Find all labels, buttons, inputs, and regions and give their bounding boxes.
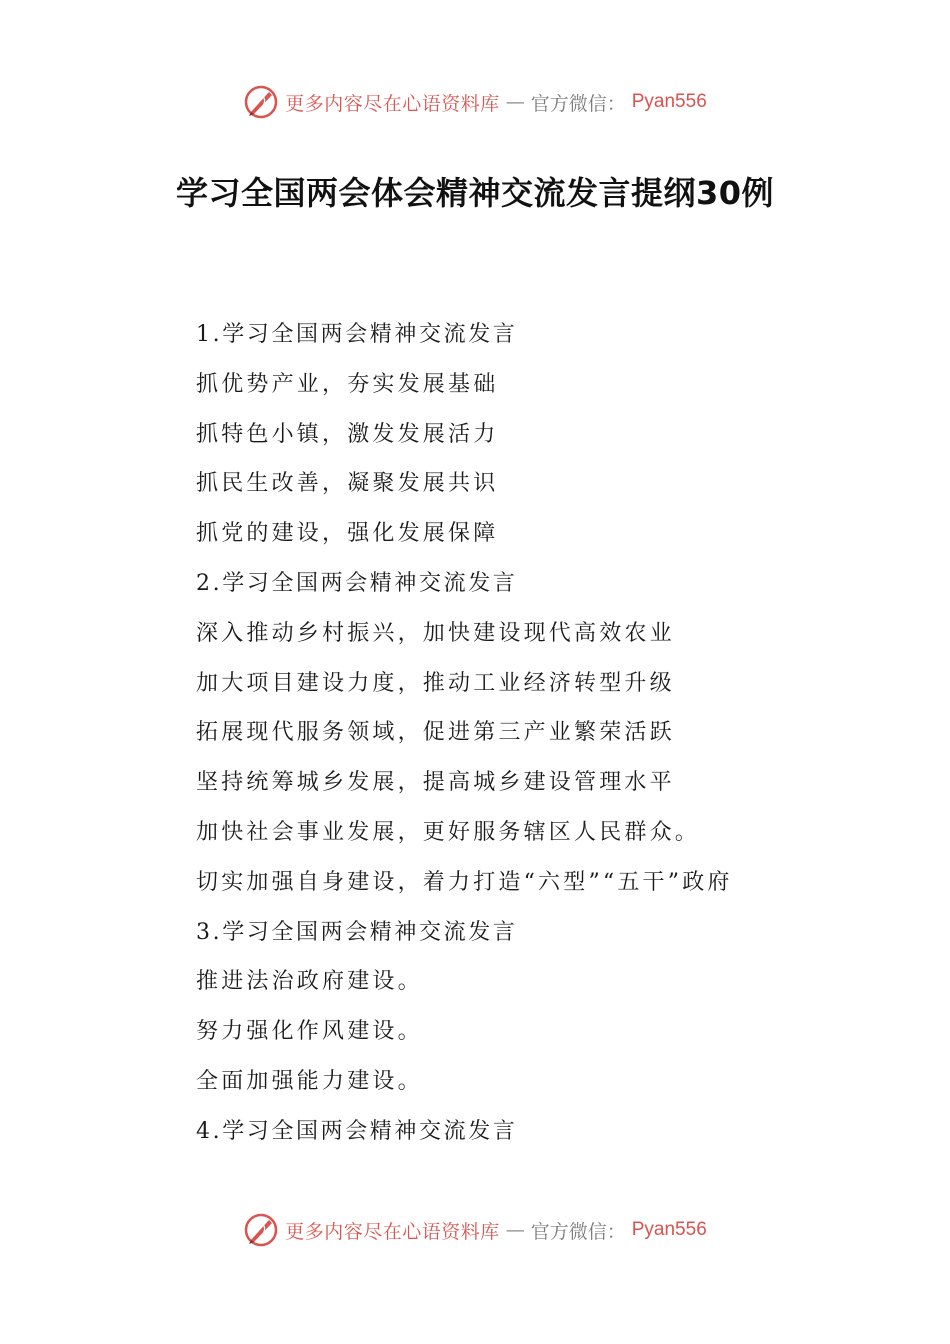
footer-banner bbox=[0, 1208, 950, 1252]
text-line: 全面加强能力建设。 bbox=[196, 1068, 423, 1094]
quill-pen-logo-icon bbox=[243, 1212, 279, 1248]
text-line: 抓党的建设，强化发展保障 bbox=[196, 521, 499, 547]
text-line: 抓特色小镇，激发发展活力 bbox=[196, 421, 499, 447]
section-heading-4: 4.学习全国两会精神交流发言 bbox=[196, 1118, 518, 1144]
section-heading-3: 3.学习全国两会精神交流发言 bbox=[196, 919, 518, 945]
text-line: 拓展现代服务领域，促进第三产业繁荣活跃 bbox=[196, 720, 675, 746]
text-line: 推进法治政府建设。 bbox=[196, 969, 423, 995]
text-line: 切实加强自身建设，着力打造“六型”“五干”政府 bbox=[196, 869, 733, 895]
text-line: 加快社会事业发展，更好服务辖区人民群众。 bbox=[196, 819, 701, 845]
text-line: 坚持统筹城乡发展，提高城乡建设管理水平 bbox=[196, 770, 675, 796]
document-body bbox=[196, 310, 836, 1157]
header-banner bbox=[0, 80, 950, 124]
text-line: 抓优势产业，夯实发展基础 bbox=[196, 371, 499, 397]
banner-separator: — bbox=[505, 91, 525, 113]
text-line: 努力强化作风建设。 bbox=[196, 1019, 423, 1045]
banner-main-text: 更多内容尽在心语资料库 bbox=[285, 92, 500, 115]
section-heading-2: 2.学习全国两会精神交流发言 bbox=[196, 570, 518, 596]
banner-separator: — bbox=[505, 1219, 525, 1241]
page-title: 学习全国两会体会精神交流发言提纲30例 bbox=[175, 174, 775, 212]
banner-wechat-id: Pyan556 bbox=[631, 91, 707, 112]
text-line: 加大项目建设力度，推动工业经济转型升级 bbox=[196, 670, 675, 696]
quill-pen-logo-icon bbox=[243, 84, 279, 120]
banner-main-text: 更多内容尽在心语资料库 bbox=[285, 1220, 500, 1243]
banner-wechat-id: Pyan556 bbox=[631, 1219, 707, 1240]
section-heading-1: 1.学习全国两会精神交流发言 bbox=[196, 322, 518, 347]
banner-wechat-label: 官方微信： bbox=[530, 92, 626, 115]
text-line: 抓民生改善，凝聚发展共识 bbox=[196, 471, 499, 497]
banner-wechat-label: 官方微信： bbox=[530, 1220, 626, 1243]
text-line: 深入推动乡村振兴，加快建设现代高效农业 bbox=[196, 620, 675, 646]
